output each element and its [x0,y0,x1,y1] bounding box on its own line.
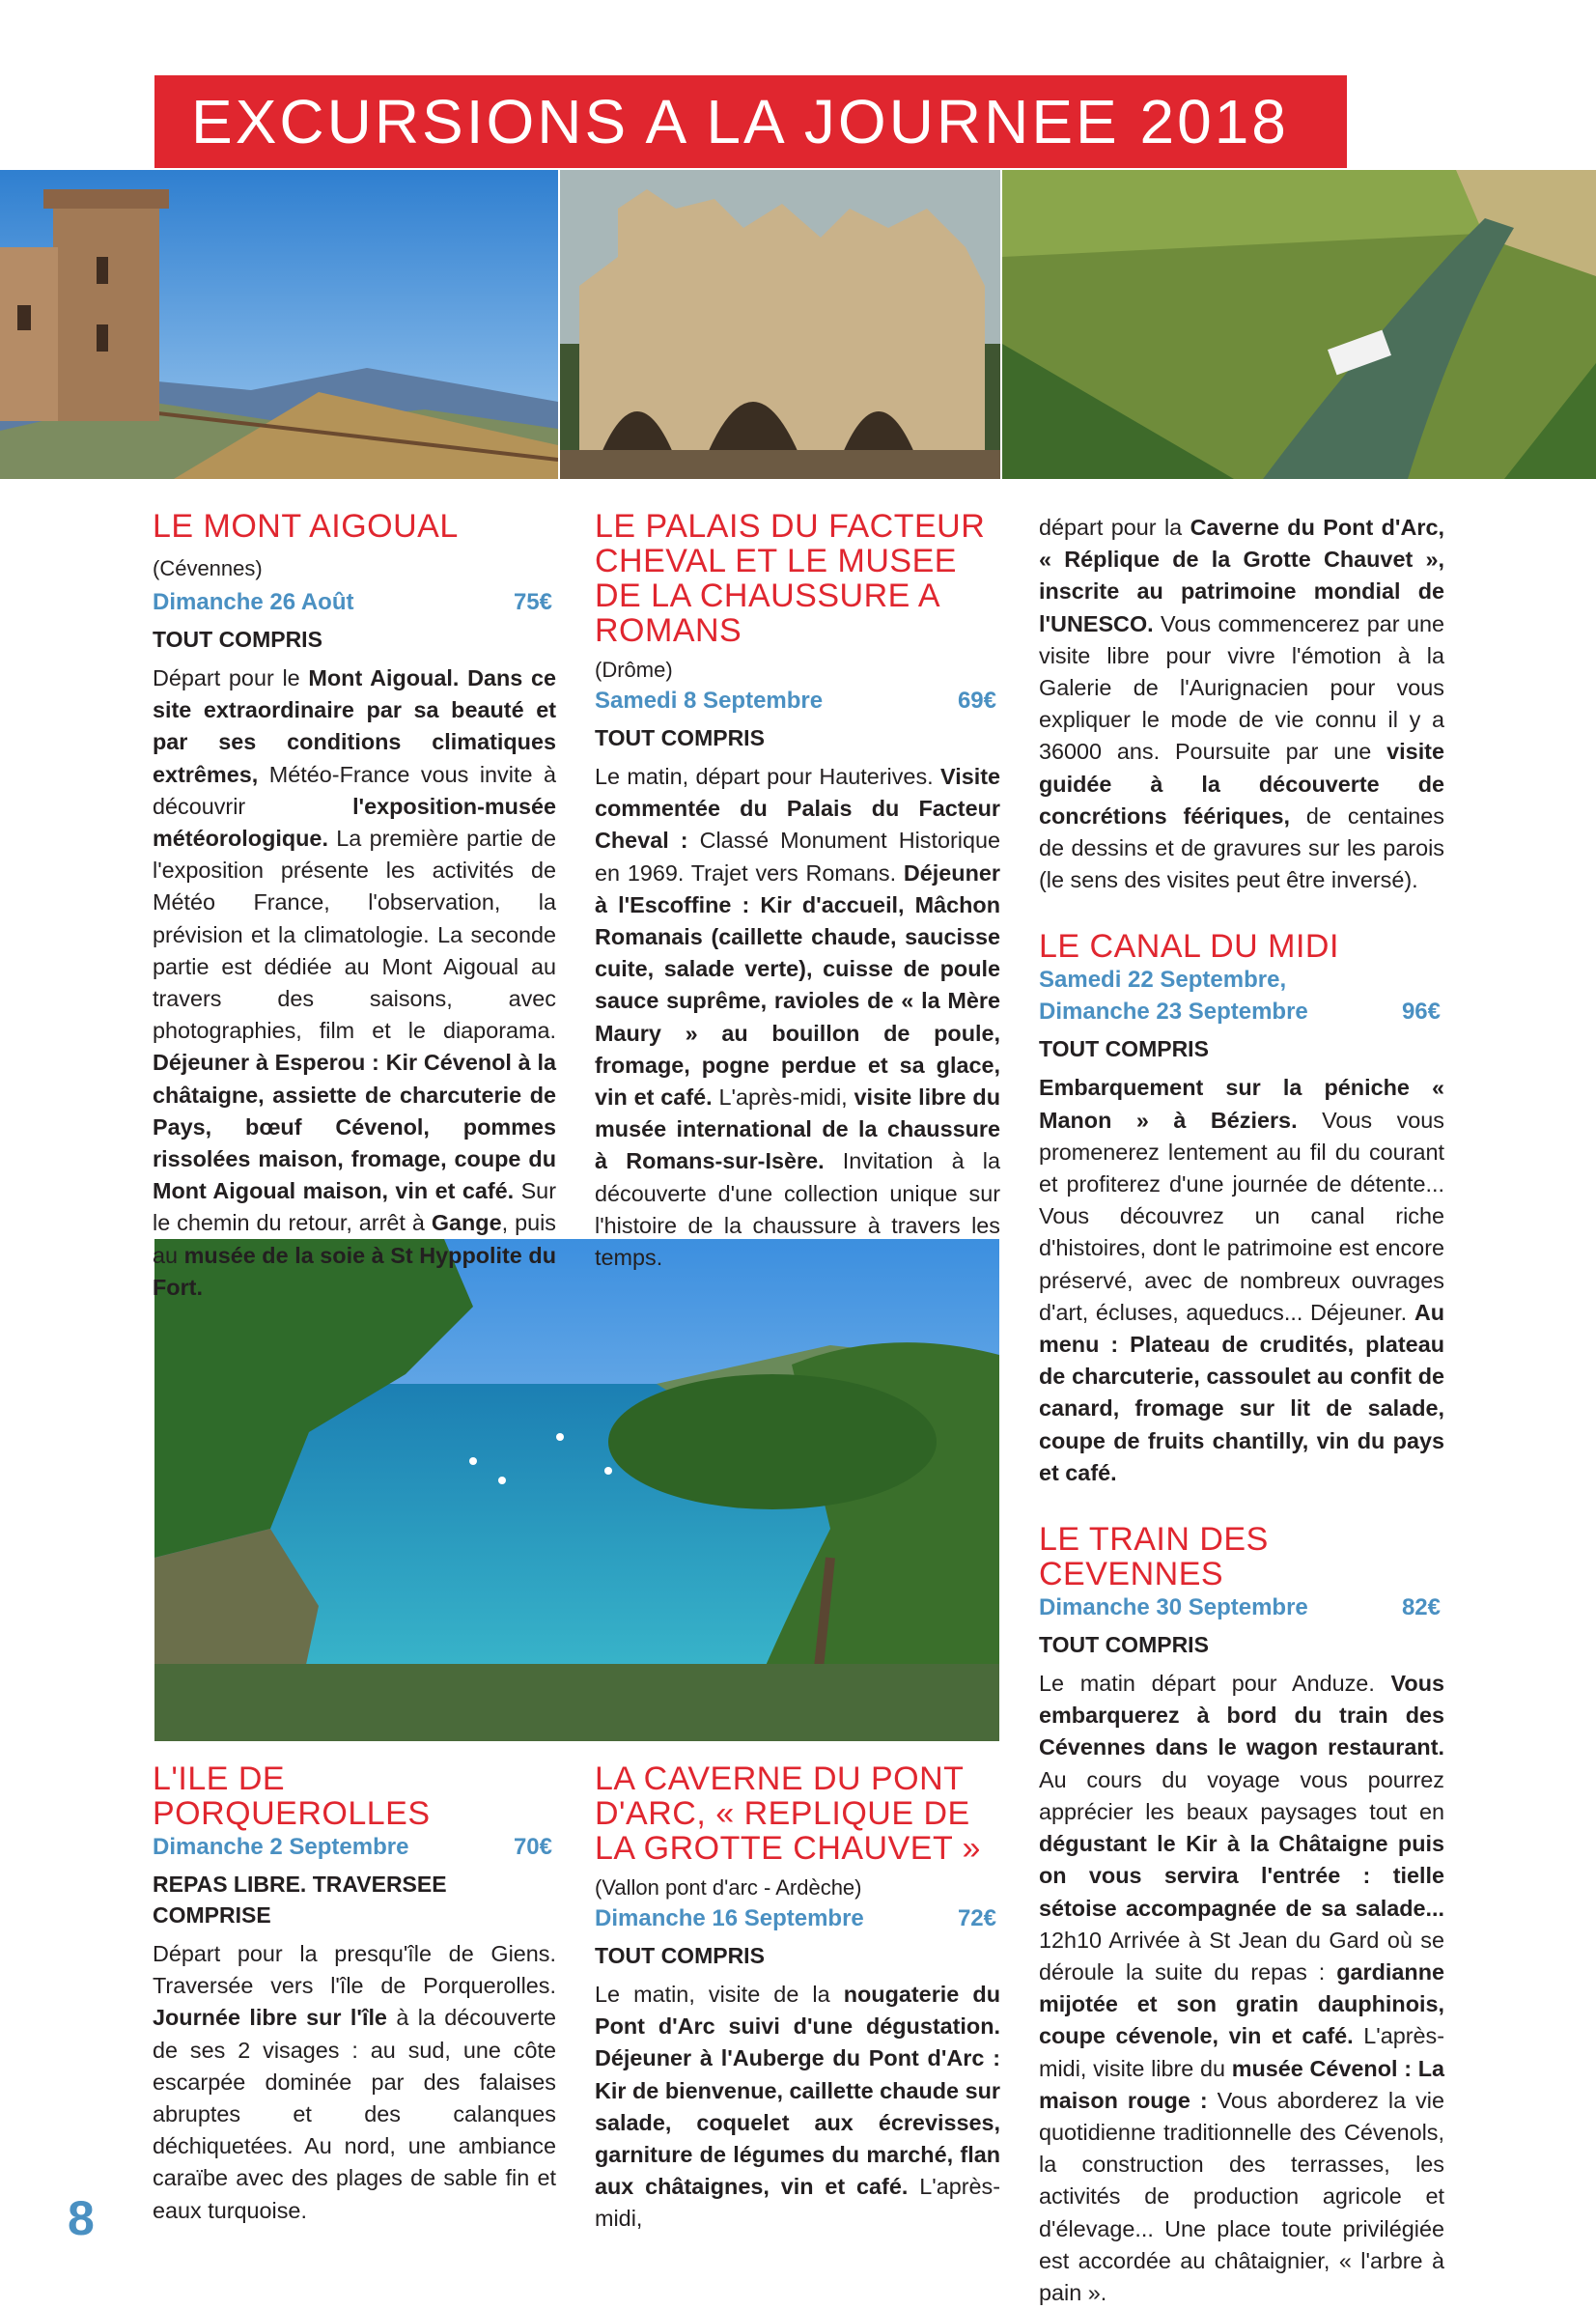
photo-porquerolles [154,1239,999,1741]
excursion-palais-facteur-cheval [595,509,1000,1274]
body-text: L'après-midi, visite libre du [1039,2023,1444,2081]
body-text: Départ pour la presqu'île de Giens. Traversée vers l'île de Porquerolles. [153,1941,556,1999]
body-text: à la découverte de ses 2 visages : au sud, une côte escarpée dominée par des falaises abruptes et des calanques déchiquetées. Au nord, une ambiance caraïbe avec des plages de sable fin et eaux turquoise. [153,2005,556,2223]
excursion-region: (Drôme) [595,658,673,682]
excursion-description [595,1979,1000,2236]
excursion-caverne-pont-darc [595,1761,1000,2236]
excursion-date: Dimanche 26 Août [153,589,354,615]
excursion-porquerolles [153,1761,556,2227]
highlight-text: musée de la soie à St Hyppolite du Fort. [153,1242,556,1300]
body-text: de centaines de dessins et de gravures sur les parois (le sens des visites peut être inversé). [1039,803,1444,893]
highlight-text: visite guidée à la découverte de concrétions féériques, [1039,739,1444,829]
body-text: Vous commencerez par une visite libre pour vivre l'émotion à la Galerie de l'Aurignacien pour vous expliquer le mode de vie connu il y a 36000 ans. Poursuite par une [1039,610,1444,765]
highlight-text: Mont Aigoual. Dans ce site extraordinaire par sa beauté et par ses conditions climatiques extrêmes, [153,665,556,787]
page-banner: EXCURSIONS A LA JOURNEE 2018 [154,75,1347,168]
excursion-price: 75€ [513,589,552,615]
excursion-date: Dimanche 2 Septembre [153,1834,409,1860]
highlight-text: Gange [431,1210,502,1236]
highlight-text: l'exposition-musée météorologique. [153,793,556,852]
excursion-mont-aigoual [153,509,556,1304]
excursion-description [153,1938,556,2227]
highlight-text: Vous embarquerez à bord du train des Cévennes dans le wagon restaurant. [1039,1671,1444,1760]
excursion-price: 70€ [513,1834,552,1860]
excursion-date: Dimanche 30 Septembre [1039,1594,1308,1621]
excursion-title: LA CAVERNE DU PONT D'ARC, « REPLIQUE DE LA GROTTE CHAUVET » [595,1760,981,1867]
right-column [1039,512,1444,2309]
body-text: Le matin départ pour Anduze. [1039,1671,1391,1697]
excursion-date: Samedi 22 Septembre, [1039,967,1287,994]
date-price-row [153,586,556,618]
body-text: Départ pour le [153,665,309,690]
inclusion-label: TOUT COMPRIS [595,725,765,750]
excursion-description [595,761,1000,1274]
body-text: départ pour la [1039,515,1190,540]
excursion-title: LE TRAIN DES CEVENNES [1039,1521,1269,1593]
highlight-text: Visite commentée du Palais du Facteur Cheval : [595,764,1000,854]
date-price-row [595,1902,1000,1934]
body-text: L'après-midi, [595,2174,1000,2232]
excursion-description [153,662,556,1304]
body-text: 12h10 Arrivée à St Jean du Gard où se déroule la suite du repas : [1039,1927,1444,1985]
highlight-text: musée Cévenol : La maison rouge : [1039,2055,1444,2113]
inclusion-label: TOUT COMPRIS [153,627,322,652]
body-text: Météo-France vous invite à découvrir [153,761,556,819]
excursion-canal-du-midi [1039,929,1444,1489]
excursion-price: 72€ [957,1905,996,1931]
inclusion-label: REPAS LIBRE. TRAVERSEE COMPRISE [153,1872,447,1928]
inclusion-label: TOUT COMPRIS [1039,1036,1209,1062]
photo-mont-aigoual [0,170,558,479]
excursion-title: LE MONT AIGOUAL (Cévennes) [153,508,459,580]
date-price-row [153,1831,556,1863]
excursion-description [1039,1072,1444,1489]
highlight-text: Embarquement sur la péniche « Manon » à Béziers. [1039,1075,1444,1133]
excursion-title: LE CANAL DU MIDI [1039,928,1339,966]
highlight-text: Journée libre sur l'île [153,2005,387,2031]
body-text: Invitation à la découverte d'une collection unique sur l'histoire de la chaussure à travers les temps. [595,1148,1000,1271]
date-price-row [1039,996,1444,1028]
excursion-price: 82€ [1401,1594,1441,1621]
body-text: Vous vous promenerez lentement au fil du courant et profiterez d'une journée de détente... Vous découvrez un canal riche d'histoires, dont le patrimoine est encore préservé, avec de nombreux ouvrages d'art, écluses, aqueducs... Déjeuner. [1039,1107,1444,1325]
page-number: 8 [68,2191,95,2245]
caverne-description-continued [1039,512,1444,896]
inclusion-label: TOUT COMPRIS [595,1943,765,1968]
excursion-title: L'ILE DE PORQUEROLLES [153,1760,431,1832]
photo-canal-du-midi [1002,170,1596,479]
excursion-date: Dimanche 16 Septembre [595,1905,864,1931]
body-text: Le matin, visite de la [595,1982,844,2007]
date-price-row [1039,1591,1444,1623]
excursion-region: (Vallon pont d'arc - Ardèche) [595,1875,862,1900]
excursion-date: Samedi 8 Septembre [595,688,824,714]
highlight-text: dégustant le Kir à la Châtaigne puis on vous servira l'entrée : tielle sétoise accompagnée de sa salade... [1039,1831,1444,1921]
body-text: Le matin, départ pour Hauterives. [595,764,941,789]
date-row-1 [1039,964,1444,996]
body-text: Vous aborderez la vie quotidienne traditionnelle des Cévenols, la construction des terrasses, les activités de production agricole et d'élevage... Une place toute privilégiée est accordée au châtaignier, « l'arbre à pain ». [1039,2087,1445,2305]
body-text: , puis au [153,1210,556,1268]
highlight-text: Caverne du Pont d'Arc, « Réplique de la Grotte Chauvet », inscrite au patrimoine mondial de l'UNESCO. [1039,515,1444,636]
body-text: La première partie de l'exposition présente les activités de Météo France, l'observation, la prévision et la climatologie. La seconde partie est dédiée au Mont Aigoual au travers des saisons, avec photographies, film et le diaporama. [153,826,556,1044]
body-text: Sur le chemin du retour, arrêt à [153,1178,556,1236]
highlight-text: nougaterie du Pont d'Arc suivi d'une dégustation. Déjeuner à l'Auberge du Pont d'Arc : Kir de bienvenue, caillette chaude sur salade, coquelet aux écrevisses, garniture de légumes du marché, flan aux châtaignes, vin et café. [595,1982,1000,2200]
body-text: Au cours du voyage vous pourrez apprécier les beaux paysages tout en [1039,1766,1444,1824]
excursion-title: LE PALAIS DU FACTEUR CHEVAL ET LE MUSEE DE LA CHAUSSURE A ROMANS [595,508,986,649]
highlight-text: Déjeuner à Esperou : Kir Cévenol à la châtaigne, assiette de charcuterie de Pays, bœuf Cévenol, pommes rissolées maison, fromage, coupe du Mont Aigoual maison, vin et café. [153,1050,556,1204]
photo-palais-facteur-cheval [560,170,1000,479]
excursion-date: Dimanche 23 Septembre [1039,999,1308,1026]
highlight-text: Déjeuner à l'Escoffine : Kir d'accueil, Mâchon Romanais (caillette chaude, saucisse cuite, salade verte), cuisse de poule sauce suprême, ravioles de « la Mère Maury » au bouillon de poule, fromage, pogne perdue et sa glace, vin et café. [595,859,1000,1111]
excursion-price: 69€ [957,688,996,714]
date-price-row [595,685,1000,717]
highlight-text: gardianne mijotée et son gratin dauphinois, coupe cévenole, vin et café. [1039,1958,1444,2049]
inclusion-label: TOUT COMPRIS [1039,1632,1209,1658]
highlight-text: visite libre du musée international de la chaussure à Romans-sur-Isère. [595,1084,1000,1174]
excursion-price: 96€ [1401,999,1441,1026]
body-text: L'après-midi, [712,1084,854,1111]
body-text: Classé Monument Historique en 1969. Trajet vers Romans. [595,828,1000,886]
highlight-text: Au menu : Plateau de crudités, plateau de charcuterie, cassoulet au confit de canard, fromage sur lit de salade, coupe de fruits chantilly, vin du pays et café. [1039,1299,1444,1485]
excursion-train-des-cevennes [1039,1522,1444,2309]
excursion-description [1039,1668,1444,2309]
